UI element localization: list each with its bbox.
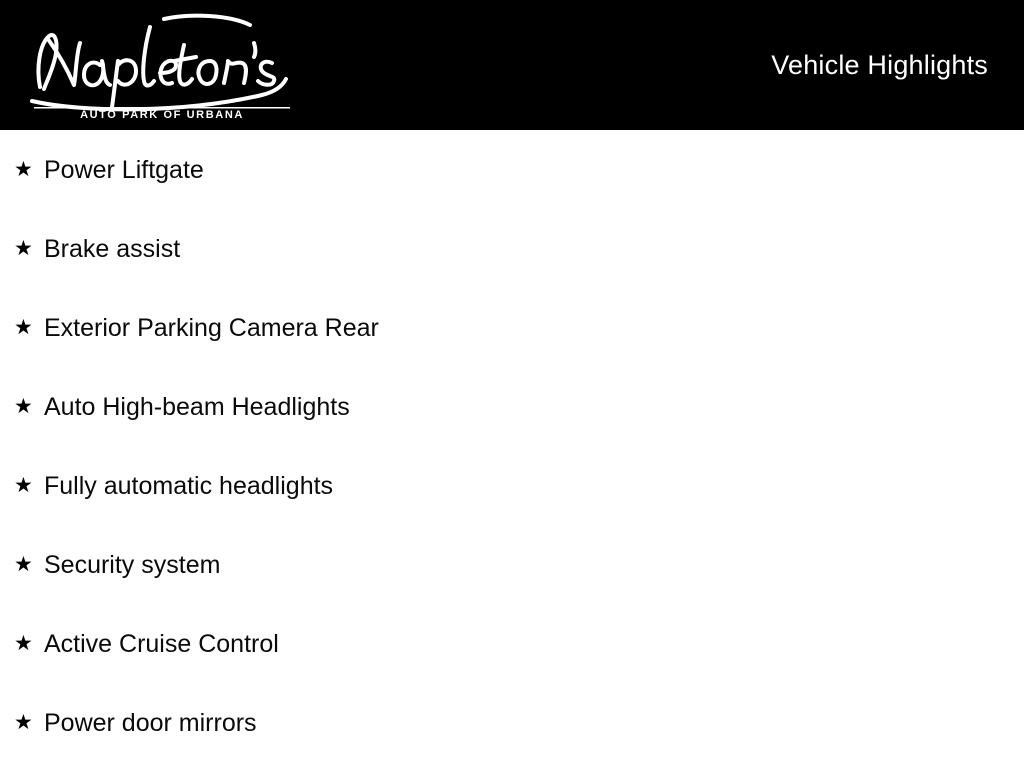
star-icon: ★ — [14, 553, 33, 576]
page-title: Vehicle Highlights — [771, 49, 988, 80]
highlight-label: Power Liftgate — [44, 156, 204, 184]
highlights-section — [0, 130, 1024, 768]
star-icon: ★ — [14, 158, 33, 181]
napletons-logo-icon — [14, 9, 304, 121]
list-item — [0, 130, 1024, 237]
list-item — [0, 395, 1024, 474]
list-item — [0, 316, 1024, 395]
list-item — [0, 474, 1024, 553]
list-item — [0, 237, 1024, 316]
highlight-label: Brake assist — [44, 235, 181, 263]
star-icon: ★ — [14, 711, 33, 734]
star-icon: ★ — [14, 237, 33, 260]
star-icon: ★ — [14, 632, 33, 655]
page-header — [0, 0, 1024, 130]
highlight-label: Active Cruise Control — [44, 630, 279, 658]
highlight-label: Power door mirrors — [44, 709, 257, 737]
highlight-label: Fully automatic headlights — [44, 472, 334, 500]
highlight-label: Exterior Parking Camera Rear — [44, 314, 379, 342]
star-icon: ★ — [14, 395, 33, 418]
list-item — [0, 632, 1024, 711]
star-icon: ★ — [14, 316, 33, 339]
highlight-label: Auto High-beam Headlights — [44, 393, 350, 421]
highlight-label: Security system — [44, 551, 221, 579]
logo-subtitle: AUTO PARK OF URBANA — [80, 109, 244, 121]
list-item — [0, 711, 1024, 768]
list-item — [0, 553, 1024, 632]
highlights-list — [0, 130, 1024, 768]
star-icon: ★ — [14, 474, 33, 497]
